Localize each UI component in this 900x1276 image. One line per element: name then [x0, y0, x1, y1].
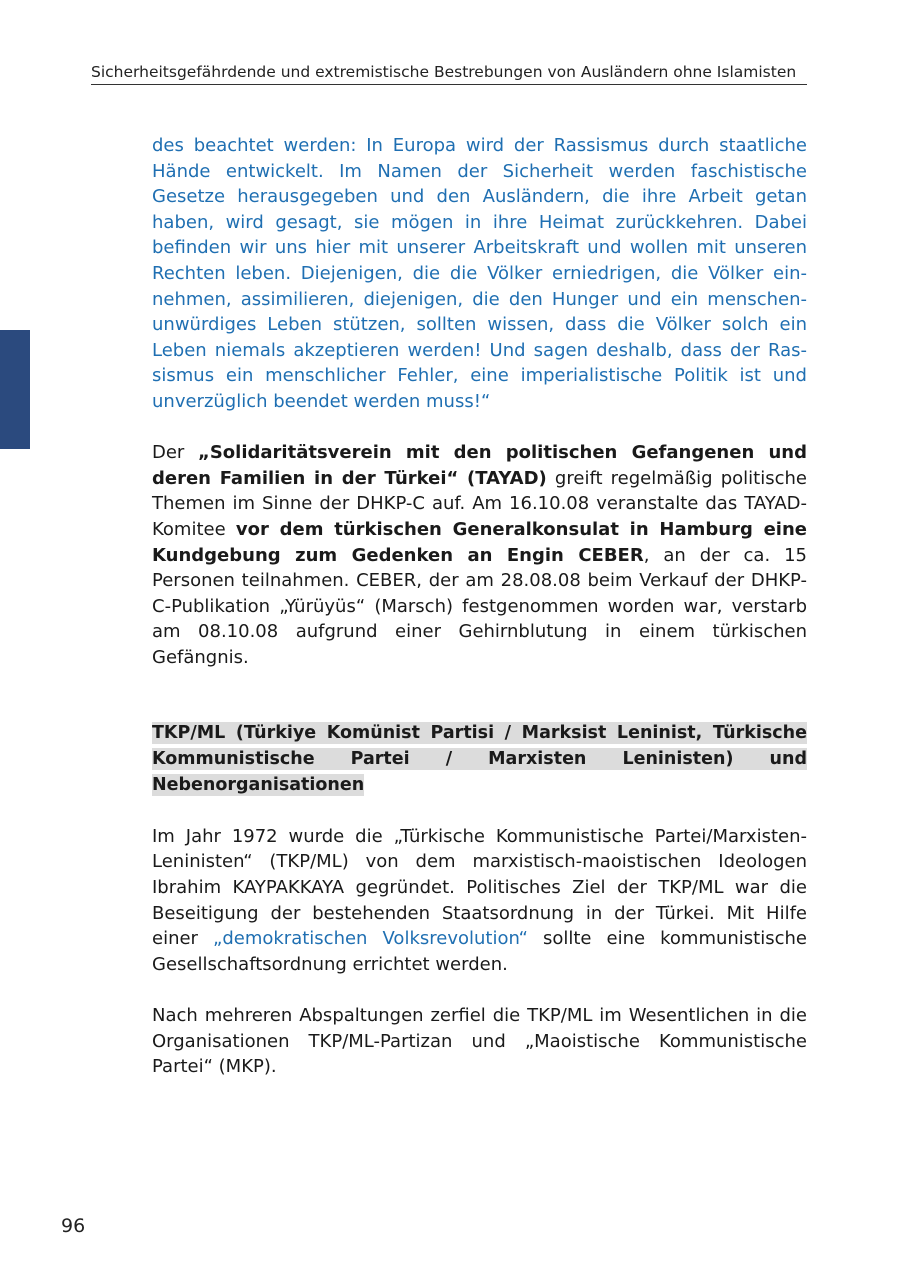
volksrevolution-link[interactable]: „demokratischen Volksrevolution“: [213, 928, 528, 950]
tayad-text-1: Der: [152, 442, 199, 464]
running-header: Sicherheitsgefährdende und extremistische Bestrebungen von Ausländern ohne Islamisten: [91, 63, 797, 81]
tayad-bold-2: vor dem türkischen Generalkonsulat in Hamburg eine Kundgebung zum Gedenken an Engin CEBER: [152, 518, 807, 566]
section-heading: [152, 721, 807, 798]
tayad-text-3: , an der ca. 15 Personen teilnahmen. CEBER, der am 28.08.08 beim Verkauf der DHKP-C-Publikation „Yürüyüs“ (Marsch) festgenommen worden war, verstarb am 08.10.08 aufgrund einer Gehirnblutung in einem türkischen Gefängnis.: [152, 544, 807, 668]
chapter-side-tab: [0, 330, 30, 449]
section-heading-wrap: [152, 721, 807, 798]
section-heading-text: TKP/ML (Türkiye Komünist Partisi / Marksist Leninist, Türkische Kommunistische Partei / Marxisten Leninisten) und Nebenorganisationen: [152, 723, 807, 795]
page-number: 96: [61, 1215, 86, 1237]
tkpml-paragraph-1: [152, 824, 807, 978]
tkpml-p1-text-before: Im Jahr 1972 wurde die „Türkische Kommunistische Partei/Marxisten-Leninisten“ (TKP/ML) von dem marxistisch-maoistischen Ideologen Ibrahim KAYPAKKAYA gegründet. Politisches Ziel der TKP/ML war die Beseitigung der bestehenden Staatsordnung in der Türkei. Mit Hilfe einer: [152, 825, 807, 950]
tayad-bold-1: „Solidaritätsverein mit den politischen Gefangenen und deren Familien in der Türkei“ (TAYAD): [152, 442, 808, 489]
tayad-text-2: greift regelmäßig politische Themen im Sinne der DHKP-C auf. Am 16.10.08 veranstalte das TAYAD-Komitee: [152, 467, 807, 540]
tkpml-p1-text-after: sollte eine kommunistische Gesellschaftsordnung errichtet werden.: [152, 928, 808, 975]
page-body: [152, 133, 807, 1080]
tkpml-paragraph-2: Nach mehreren Abspaltungen zerfiel die TKP/ML im Wesentlichen in die Organisationen TKP/ML-Partizan und „Maoistische Kommunistische Partei“ (MKP).: [152, 1005, 807, 1078]
header-rule: [91, 84, 807, 85]
tayad-paragraph: [152, 440, 807, 670]
quote-paragraph: des beachtet werden: In Europa wird der Rassismus durch staatliche Hände entwickelt. Im Namen der Sicherheit werden faschistische Gesetze herausgegeben und den Ausländern, die ihre Arbeit getan haben, wird gesagt, sie mögen in ihre Heimat zurückkehren. Dabei befinden wir uns hier mit unserer Arbeitskraft und wollen mit unseren Rechten leben. Diejenigen, die die Völker erniedrigen, die Völker einnehmen, assimilieren, diejenigen, die den Hunger und ein menschenunwürdiges Leben stützen, sollten wissen, dass die Völker solch ein Leben niemals akzeptieren werden! Und sagen deshalb, dass der Rassismus ein menschlicher Fehler, eine imperialistische Politik ist und unverzüglich beendet werden muss!“: [152, 135, 807, 412]
